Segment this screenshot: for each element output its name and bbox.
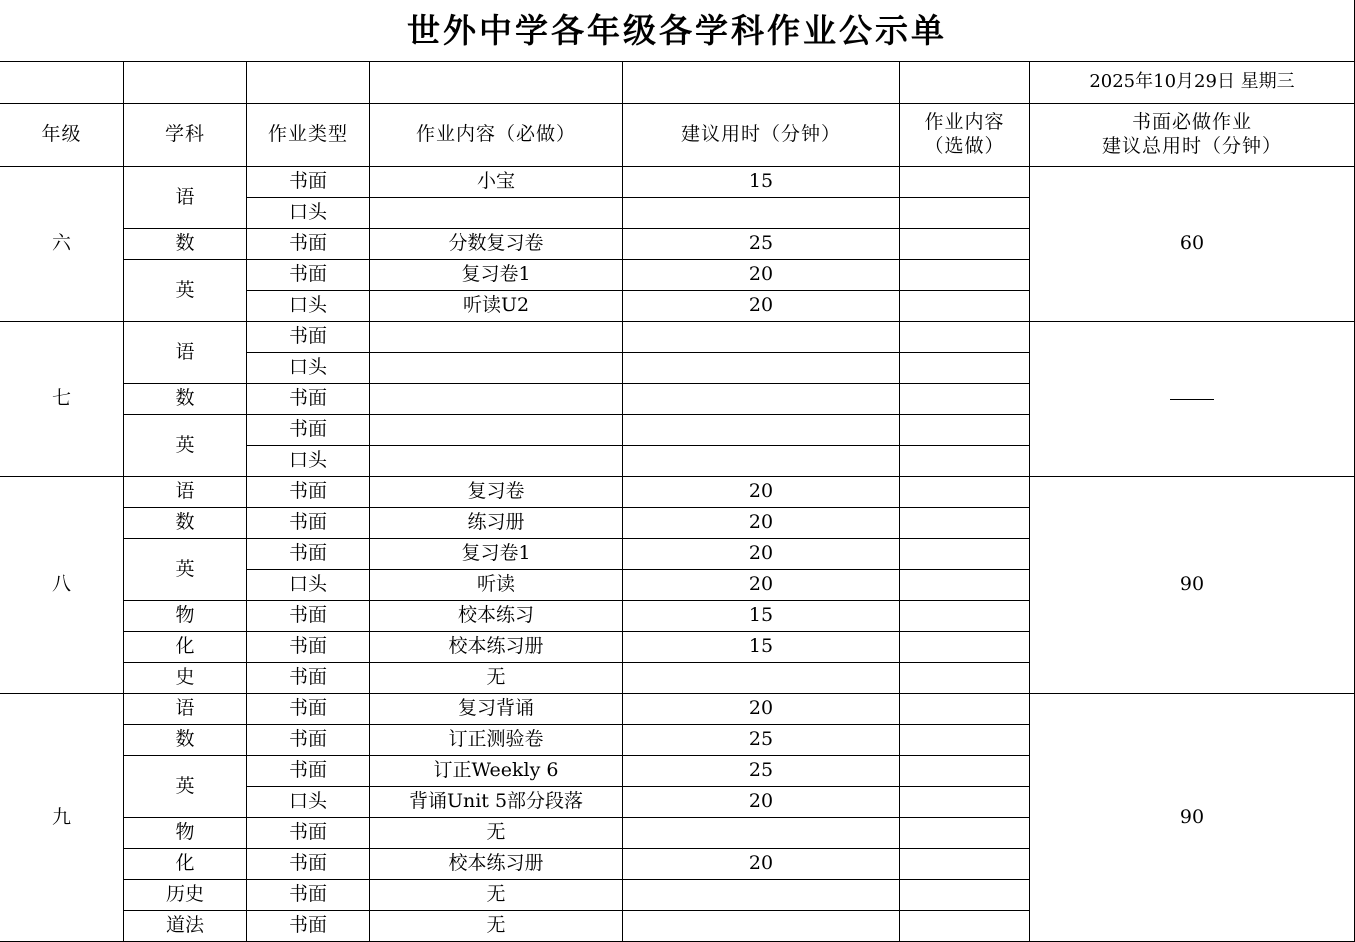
content-cell	[370, 880, 623, 911]
time-cell-text: 25	[748, 728, 774, 751]
type-cell	[247, 632, 370, 663]
time-cell	[623, 818, 900, 849]
grade-cell	[0, 167, 124, 322]
content-cell	[370, 415, 623, 446]
time-cell	[623, 570, 900, 601]
content-cell-text: 校本练习册	[448, 635, 544, 658]
type-cell-text: 书面	[288, 728, 327, 751]
content-cell	[370, 756, 623, 787]
content-cell	[370, 446, 623, 477]
time-cell	[623, 911, 900, 942]
content-cell	[370, 322, 623, 353]
time-cell	[623, 508, 900, 539]
time-cell-text: 20	[748, 263, 774, 286]
subject-cell-text: 物	[175, 604, 195, 627]
total-time-cell-dash	[1170, 399, 1214, 400]
total-time-cell	[1030, 322, 1355, 477]
type-cell	[247, 694, 370, 725]
content-cell-text: 小宝	[476, 170, 515, 193]
type-cell	[247, 446, 370, 477]
content-cell-text: 背诵Unit 5部分段落	[408, 790, 584, 813]
time-cell	[623, 415, 900, 446]
total-time-cell	[1030, 167, 1355, 322]
header-time-text: 建议用时（分钟）	[680, 123, 841, 146]
type-cell-text: 书面	[288, 325, 327, 348]
type-cell	[247, 787, 370, 818]
type-cell-text: 口头	[288, 790, 327, 813]
subject-cell-text: 英	[175, 557, 195, 580]
optional-cell	[900, 167, 1030, 198]
type-cell-text: 书面	[288, 604, 327, 627]
content-cell-text: 无	[486, 821, 506, 844]
total-time-cell	[1030, 477, 1355, 694]
content-cell-text: 听读	[476, 573, 515, 596]
time-cell	[623, 198, 900, 229]
time-cell-text: 20	[748, 852, 774, 875]
optional-cell	[900, 849, 1030, 880]
subject-cell	[124, 911, 247, 942]
type-cell-text: 书面	[288, 232, 327, 255]
optional-cell	[900, 539, 1030, 570]
date-row-blank-cell	[900, 62, 1030, 104]
subject-cell-text: 数	[175, 387, 195, 410]
type-cell	[247, 756, 370, 787]
content-cell	[370, 694, 623, 725]
subject-cell	[124, 880, 247, 911]
type-cell-text: 书面	[288, 170, 327, 193]
subject-cell	[124, 694, 247, 725]
subject-cell-text: 语	[175, 480, 195, 503]
time-cell-text: 20	[748, 542, 774, 565]
type-cell	[247, 260, 370, 291]
time-cell	[623, 446, 900, 477]
subject-cell	[124, 167, 247, 229]
content-cell	[370, 260, 623, 291]
type-cell	[247, 167, 370, 198]
type-cell-text: 书面	[288, 263, 327, 286]
type-cell	[247, 291, 370, 322]
header-total	[1030, 104, 1355, 167]
content-cell-text: 练习册	[467, 511, 525, 534]
subject-cell-text: 物	[175, 821, 195, 844]
date-row-blank-cell	[124, 62, 247, 104]
subject-cell-text: 数	[175, 232, 195, 255]
subject-cell	[124, 849, 247, 880]
content-cell	[370, 818, 623, 849]
content-cell-text: 分数复习卷	[448, 232, 544, 255]
content-cell	[370, 477, 623, 508]
subject-cell	[124, 539, 247, 601]
subject-cell	[124, 818, 247, 849]
total-time-cell	[1030, 694, 1355, 942]
time-cell	[623, 477, 900, 508]
subject-cell	[124, 260, 247, 322]
time-cell-text: 15	[748, 170, 774, 193]
content-cell	[370, 229, 623, 260]
content-cell-text: 订正Weekly 6	[433, 759, 559, 782]
time-cell	[623, 384, 900, 415]
subject-cell	[124, 632, 247, 663]
grade-cell	[0, 694, 124, 942]
subject-cell-text: 历史	[165, 883, 204, 906]
content-cell	[370, 601, 623, 632]
subject-cell	[124, 601, 247, 632]
type-cell	[247, 384, 370, 415]
subject-cell	[124, 322, 247, 384]
subject-cell-text: 英	[175, 433, 195, 456]
time-cell-text: 25	[748, 232, 774, 255]
optional-cell	[900, 291, 1030, 322]
optional-cell	[900, 477, 1030, 508]
time-cell-text: 15	[748, 604, 774, 627]
header-grade	[0, 104, 124, 167]
type-cell-text: 书面	[288, 635, 327, 658]
time-cell	[623, 260, 900, 291]
subject-cell-text: 数	[175, 511, 195, 534]
time-cell	[623, 601, 900, 632]
type-cell	[247, 849, 370, 880]
optional-cell	[900, 353, 1030, 384]
type-cell	[247, 539, 370, 570]
type-cell	[247, 229, 370, 260]
type-cell-text: 书面	[288, 759, 327, 782]
type-cell-text: 书面	[288, 387, 327, 410]
type-cell-text: 书面	[288, 542, 327, 565]
content-cell-text: 无	[486, 914, 506, 937]
header-content-text: 作业内容（必做）	[415, 123, 576, 146]
type-cell-text: 书面	[288, 666, 327, 689]
subject-cell-text: 道法	[165, 914, 204, 937]
content-cell	[370, 849, 623, 880]
total-time-cell-text: 60	[1179, 232, 1205, 255]
time-cell	[623, 849, 900, 880]
content-cell-text: 复习背诵	[457, 697, 534, 720]
type-cell	[247, 911, 370, 942]
grade-cell-text: 九	[51, 805, 71, 828]
type-cell-text: 书面	[288, 883, 327, 906]
content-cell	[370, 725, 623, 756]
subject-cell-text: 英	[175, 774, 195, 797]
subject-cell	[124, 756, 247, 818]
type-cell-text: 口头	[288, 573, 327, 596]
content-cell	[370, 291, 623, 322]
total-time-cell-text: 90	[1179, 573, 1205, 596]
header-type-text: 作业类型	[267, 123, 348, 146]
content-cell	[370, 167, 623, 198]
grade-cell-text: 七	[51, 387, 71, 410]
content-cell	[370, 508, 623, 539]
grade-cell	[0, 477, 124, 694]
type-cell-text: 书面	[288, 852, 327, 875]
time-cell-text: 20	[748, 294, 774, 317]
content-cell	[370, 663, 623, 694]
optional-cell	[900, 198, 1030, 229]
date-row-blank-cell	[247, 62, 370, 104]
type-cell-text: 书面	[288, 821, 327, 844]
content-cell-text: 校本练习	[457, 604, 534, 627]
content-cell-text: 无	[486, 883, 506, 906]
optional-cell	[900, 756, 1030, 787]
type-cell	[247, 508, 370, 539]
time-cell	[623, 787, 900, 818]
time-cell-text: 15	[748, 635, 774, 658]
time-cell	[623, 229, 900, 260]
type-cell	[247, 601, 370, 632]
time-cell	[623, 353, 900, 384]
date-row-blank-cell	[623, 62, 900, 104]
optional-cell	[900, 229, 1030, 260]
subject-cell-text: 史	[175, 666, 195, 689]
subject-cell	[124, 725, 247, 756]
type-cell	[247, 477, 370, 508]
time-cell-text: 20	[748, 511, 774, 534]
header-subject-text: 学科	[164, 123, 205, 146]
content-cell-text: 校本练习册	[448, 852, 544, 875]
type-cell	[247, 725, 370, 756]
header-optional	[900, 104, 1030, 167]
optional-cell	[900, 508, 1030, 539]
type-cell	[247, 198, 370, 229]
time-cell	[623, 539, 900, 570]
time-cell	[623, 725, 900, 756]
optional-cell	[900, 570, 1030, 601]
content-cell-text: 订正测验卷	[448, 728, 544, 751]
header-type	[247, 104, 370, 167]
date-cell	[1030, 62, 1355, 104]
subject-cell	[124, 384, 247, 415]
content-cell-text: 复习卷1	[461, 542, 531, 565]
header-content	[370, 104, 623, 167]
subject-cell	[124, 415, 247, 477]
optional-cell	[900, 694, 1030, 725]
time-cell	[623, 322, 900, 353]
content-cell-text: 复习卷1	[461, 263, 531, 286]
type-cell	[247, 322, 370, 353]
header-total-text: 书面必做作业 建议总用时（分钟）	[1101, 111, 1282, 157]
subject-cell	[124, 477, 247, 508]
type-cell-text: 书面	[288, 914, 327, 937]
time-cell	[623, 167, 900, 198]
header-optional-text: 作业内容 （选做）	[924, 111, 1005, 157]
content-cell	[370, 787, 623, 818]
content-cell-text: 无	[486, 666, 506, 689]
time-cell	[623, 632, 900, 663]
grade-cell	[0, 322, 124, 477]
content-cell	[370, 911, 623, 942]
type-cell	[247, 415, 370, 446]
date-row-blank-cell	[370, 62, 623, 104]
type-cell-text: 口头	[288, 356, 327, 379]
content-cell	[370, 632, 623, 663]
time-cell	[623, 694, 900, 725]
content-cell-text: 听读U2	[462, 294, 530, 317]
type-cell-text: 口头	[288, 449, 327, 472]
type-cell-text: 书面	[288, 697, 327, 720]
optional-cell	[900, 911, 1030, 942]
optional-cell	[900, 725, 1030, 756]
optional-cell	[900, 818, 1030, 849]
time-cell	[623, 291, 900, 322]
content-cell	[370, 198, 623, 229]
header-subject	[124, 104, 247, 167]
subject-cell-text: 英	[175, 278, 195, 301]
time-cell-text: 25	[748, 759, 774, 782]
type-cell	[247, 818, 370, 849]
optional-cell	[900, 446, 1030, 477]
type-cell-text: 书面	[288, 480, 327, 503]
time-cell	[623, 663, 900, 694]
header-grade-text: 年级	[41, 123, 82, 146]
type-cell-text: 书面	[288, 511, 327, 534]
optional-cell	[900, 601, 1030, 632]
time-cell-text: 20	[748, 480, 774, 503]
optional-cell	[900, 415, 1030, 446]
subject-cell-text: 语	[175, 340, 195, 363]
content-cell	[370, 539, 623, 570]
optional-cell	[900, 260, 1030, 291]
grade-cell-text: 六	[51, 232, 71, 255]
subject-cell	[124, 508, 247, 539]
date-row-blank-cell	[0, 62, 124, 104]
optional-cell	[900, 880, 1030, 911]
sheet-title-text: 世外中学各年级各学科作业公示单	[407, 10, 947, 50]
content-cell	[370, 570, 623, 601]
date-cell-text: 2025年10月29日 星期三	[1089, 71, 1295, 93]
time-cell-text: 20	[748, 573, 774, 596]
type-cell-text: 口头	[288, 201, 327, 224]
subject-cell	[124, 663, 247, 694]
total-time-cell-text: 90	[1179, 805, 1205, 828]
subject-cell-text: 语	[175, 185, 195, 208]
time-cell-text: 20	[748, 697, 774, 720]
optional-cell	[900, 663, 1030, 694]
time-cell	[623, 756, 900, 787]
type-cell-text: 口头	[288, 294, 327, 317]
content-cell	[370, 353, 623, 384]
type-cell	[247, 880, 370, 911]
subject-cell-text: 数	[175, 728, 195, 751]
subject-cell-text: 语	[175, 697, 195, 720]
optional-cell	[900, 787, 1030, 818]
optional-cell	[900, 384, 1030, 415]
optional-cell	[900, 632, 1030, 663]
content-cell-text: 复习卷	[467, 480, 525, 503]
type-cell	[247, 353, 370, 384]
header-time	[623, 104, 900, 167]
subject-cell	[124, 229, 247, 260]
time-cell-text: 20	[748, 790, 774, 813]
type-cell-text: 书面	[288, 418, 327, 441]
subject-cell-text: 化	[175, 635, 195, 658]
type-cell	[247, 570, 370, 601]
time-cell	[623, 880, 900, 911]
optional-cell	[900, 322, 1030, 353]
subject-cell-text: 化	[175, 852, 195, 875]
type-cell	[247, 663, 370, 694]
grade-cell-text: 八	[51, 573, 71, 596]
content-cell	[370, 384, 623, 415]
sheet-title	[0, 0, 1355, 62]
